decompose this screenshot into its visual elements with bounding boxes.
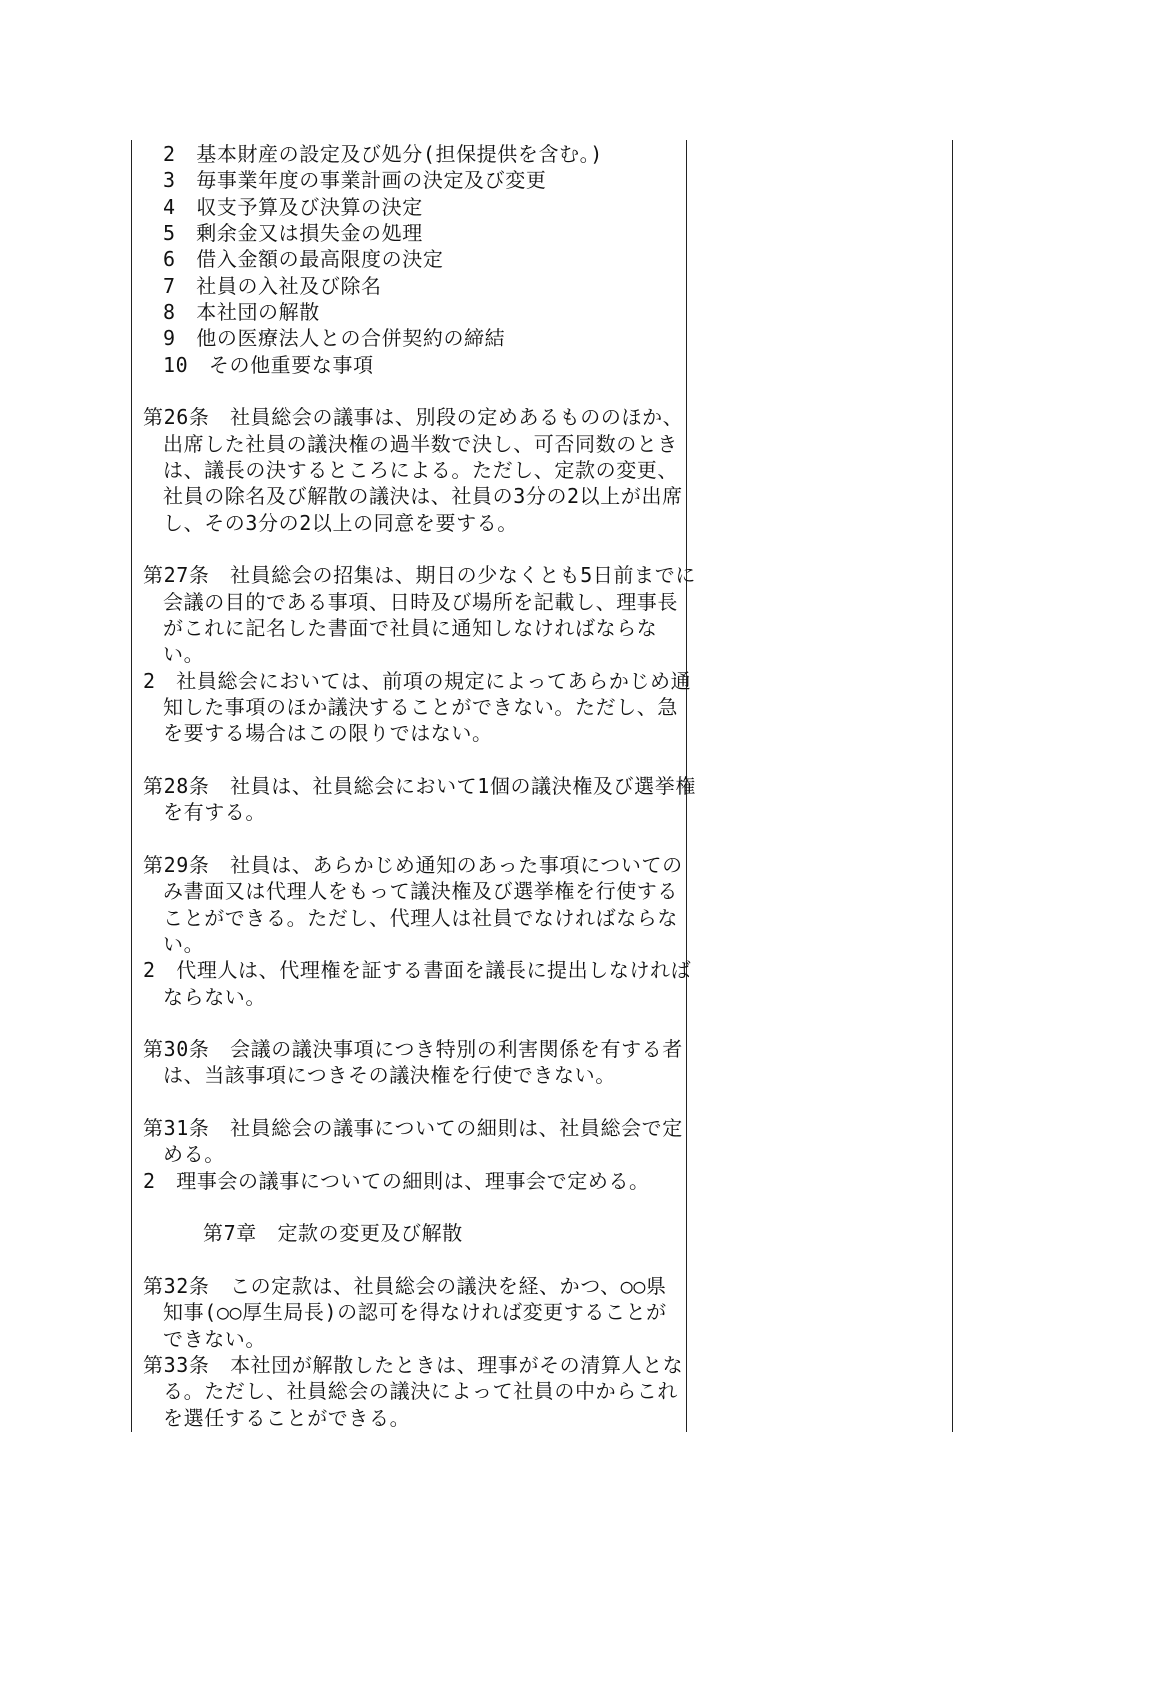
article-28: 第28条 社員は、社員総会において1個の議決権及び選挙権 (143, 773, 696, 798)
article-text: ならない。 (163, 984, 266, 1009)
blank-line (143, 1010, 688, 1036)
article-paragraph: 2 理事会の議事についての細則は、理事会で定める。 (143, 1168, 650, 1193)
blank-line (143, 536, 688, 562)
list-item: 6 借入金額の最高限度の決定 (163, 247, 444, 272)
blank-line (143, 1089, 688, 1115)
article-text: は、当該事項につきその議決権を行使できない。 (163, 1063, 616, 1088)
list-item: 9 他の医療法人との合併契約の締結 (163, 326, 506, 351)
blank-line (143, 1247, 688, 1273)
article-text: る。ただし、社員総会の議決によって社員の中からこれ (163, 1379, 678, 1404)
article-33: 第33条 本社団が解散したときは、理事がその清算人とな (143, 1353, 684, 1378)
article-30: 第30条 会議の議決事項につき特別の利害関係を有する者 (143, 1037, 683, 1062)
article-26: 第26条 社員総会の議事は、別段の定めあるもののほか、 (143, 405, 684, 430)
blank-line (143, 378, 688, 404)
article-32: 第32条 この定款は、社員総会の議決を経、かつ、○○県 (143, 1274, 667, 1299)
article-paragraph: 2 代理人は、代理権を証する書面を議長に提出しなければ (143, 958, 692, 983)
blank-line (143, 747, 688, 773)
table-border-right (952, 140, 953, 1432)
article-text: み書面又は代理人をもって議決権及び選挙権を行使する (163, 879, 678, 904)
list-item: 5 剰余金又は損失金の処理 (163, 220, 423, 245)
article-text: 知事(○○厚生局長)の認可を得なければ変更することが (163, 1300, 667, 1325)
article-paragraph: 2 社員総会においては、前項の規定によってあらかじめ通 (143, 668, 692, 693)
list-item: 2 基本財産の設定及び処分(担保提供を含む。) (163, 142, 603, 166)
article-31: 第31条 社員総会の議事についての細則は、社員総会で定 (143, 1116, 683, 1141)
list-item: 3 毎事業年度の事業計画の決定及び変更 (163, 168, 547, 193)
article-text: 知した事項のほか議決することができない。ただし、急 (163, 694, 678, 719)
list-item: 4 収支予算及び決算の決定 (163, 194, 423, 219)
table-border-left (131, 140, 132, 1432)
article-text: ことができる。ただし、代理人は社員でなければならな (163, 905, 678, 930)
chapter-heading: 第7章 定款の変更及び解散 (203, 1221, 463, 1246)
article-text: を選任することができる。 (163, 1405, 411, 1430)
article-text: し、その3分の2以上の同意を要する。 (163, 510, 518, 535)
article-29: 第29条 社員は、あらかじめ通知のあった事項についての (143, 852, 683, 877)
article-text: 社員の除名及び解散の議決は、社員の3分の2以上が出席 (163, 484, 683, 509)
article-text: い。 (163, 931, 205, 956)
article-text: める。 (163, 1142, 225, 1167)
article-text: を有する。 (163, 800, 266, 825)
article-text: 出席した社員の議決権の過半数で決し、可否同数のとき (163, 431, 678, 456)
article-text: 会議の目的である事項、日時及び場所を記載し、理事長 (163, 589, 678, 614)
article-text: を要する場合はこの限りではない。 (163, 721, 493, 746)
list-item: 10 その他重要な事項 (163, 352, 374, 377)
blank-line (143, 826, 688, 852)
blank-line (143, 1194, 688, 1220)
article-27: 第27条 社員総会の招集は、期日の少なくとも5日前までに (143, 563, 696, 588)
article-text: は、議長の決するところによる。ただし、定款の変更、 (163, 457, 678, 482)
list-item: 7 社員の入社及び除名 (163, 273, 382, 298)
article-text: い。 (163, 642, 205, 667)
article-text: がこれに記名した書面で社員に通知しなければならな (163, 615, 658, 640)
articles-column (143, 141, 696, 1431)
article-text: できない。 (163, 1326, 266, 1351)
list-item: 8 本社団の解散 (163, 299, 320, 324)
